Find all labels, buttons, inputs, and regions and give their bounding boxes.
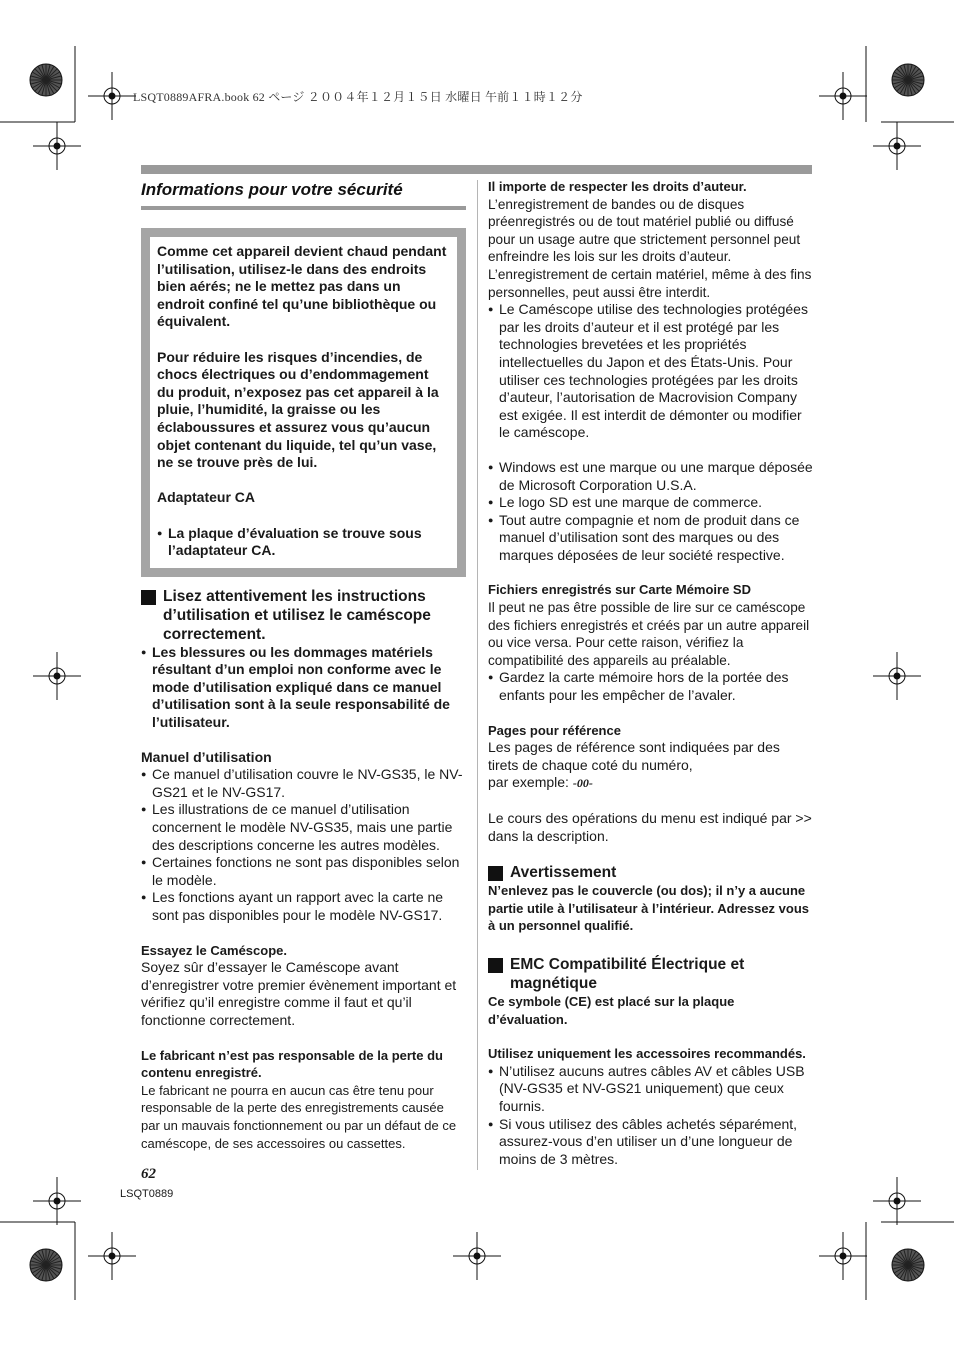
sd-files-title: Fichiers enregistrés sur Carte Mémoire SD: [488, 582, 751, 598]
try-title: Essayez le Caméscope.: [141, 942, 287, 958]
sd-files-bullet: ● Gardez la carte mémoire hors de la portée des enfants pour les empêcher de l’avaler.: [488, 669, 813, 704]
warning-heading: Avertissement: [488, 863, 813, 882]
reference-title: Pages pour référence: [488, 722, 621, 738]
adapter-bullet: ● La plaque d’évaluation se trouve sous l’adaptateur CA.: [157, 525, 449, 560]
top-band: [141, 165, 812, 174]
section-title: Informations pour votre sécurité: [141, 180, 466, 210]
reference-text: Les pages de référence sont indiquées par des tirets de chaque coté du numéro,: [488, 739, 780, 773]
reference-example-value: -00-: [572, 776, 593, 791]
warning-paragraph-fire: Pour réduire les risques d’incendies, de chocs électriques ou d’endommagement du produit, n’exposez pas cet appareil à la pluie, l’humidité, la graisse ou les éclaboussures et assurez vous qu’aucun objet contenant du liquide, tel qu’un vase, ne se trouve près de lui.: [157, 348, 439, 471]
left-column: [141, 178, 466, 1152]
right-column: [488, 178, 813, 1168]
warning-paragraph-heat: Comme cet appareil devient chaud pendant l’utilisation, utilisez-le dans des endroits bien aérés; ne le mettez pas dans un endroit confiné tel qu’une bibliothèque ou équivalent.: [157, 243, 447, 330]
read-instructions-heading: Lisez attentivement les instructions d’utilisation et utilisez le caméscope correctement.: [141, 587, 466, 644]
column-divider: [477, 180, 478, 1170]
copyright-bullet: ● Le Caméscope utilise des technologies protégées par les droits d’auteur et il est protégé par les technologies brevetées et les propriétés intellectuelles du Japon et des États-Unis. Pour utiliser ces technologies protégées par les droits d’auteur, l’autorisation de Macrovision Company est exigée. Il est interdit de démonter ou modifier le caméscope.: [488, 301, 813, 442]
emc-text: Ce symbole (CE) est placé sur la plaque d’évaluation.: [488, 993, 735, 1027]
copyright-title: Il importe de respecter les droits d’auteur.: [488, 179, 747, 194]
page-number: 62: [141, 1166, 156, 1182]
menu-text: Le cours des opérations du menu est indiqué par >> dans la description.: [488, 810, 812, 844]
manual-bullet: ● Les illustrations de ce manuel d’utilisation concernent le modèle NV-GS35, mais une partie des descriptions concerne les autres modèles.: [141, 801, 466, 854]
maker-title: Le fabricant n’est pas responsable de la perte du contenu enregistré.: [141, 1047, 443, 1081]
document-code: LSQT0889: [120, 1188, 174, 1200]
maker-text: Le fabricant ne pourra en aucun cas être tenu pour responsable de la perte des enregistrements causée par un mauvais fonctionnement ou par un défaut de ce caméscope, de ses accessoires ou cassettes.: [141, 1082, 457, 1151]
try-text: Soyez sûr d’essayer le Caméscope avant d’enregistrer votre premier évènement important et vérifiez qu’il enregistre comme il faut et qu’il fonctionne correctement.: [141, 959, 457, 1028]
sd-files-text: Il peut ne pas être possible de lire sur ce caméscope des fichiers enregistrés et créés par un autre appareil ou vice versa. Pour cette raison, vérifiez la compatibilité des appareils au préalable.: [488, 600, 810, 668]
trademark-bullet: ● Le logo SD est une marque de commerce.: [488, 494, 813, 512]
manual-bullet: ● Certaines fonctions ne sont pas disponibles selon le modèle.: [141, 854, 466, 889]
copyright-text: L’enregistrement de bandes ou de disques préenregistrés ou de tout matériel publié ou diffusé pour un usage autre que strictement personnel peut enfreindre les lois sur les droits d’auteur. L’enregistrement de certain matériel, même à des fins personnelles, peut aussi être interdit.: [488, 196, 812, 300]
trademark-bullet: ● Tout autre compagnie et nom de produit dans ce manuel d’utilisation sont des marques ou des marques déposées de leur société respective.: [488, 512, 813, 565]
trademark-bullet: ● Windows est une marque ou une marque déposée de Microsoft Corporation U.S.A.: [488, 459, 813, 494]
reference-example: par exemple: -00-: [488, 774, 593, 791]
liability-bullet: ● Les blessures ou les dommages matériels résultant d’un emploi non conforme avec le mode d’utilisation expliqué dans ce manuel d’utilisation sont à la seule responsabilité de l’utilisateur.: [141, 644, 466, 732]
safety-warning-box: [141, 228, 466, 577]
square-bullet-icon: [488, 866, 503, 881]
manual-bullet: ● Les fonctions ayant un rapport avec la carte ne sont pas disponibles pour le modèle NV-GS17.: [141, 889, 466, 924]
manual-title: Manuel d’utilisation: [141, 748, 272, 765]
emc-heading: EMC Compatibilité Électrique et magnétique: [488, 955, 813, 993]
adapter-title: Adaptateur CA: [157, 489, 256, 506]
square-bullet-icon: [141, 590, 156, 605]
accessories-bullet: ● N’utilisez aucuns autres câbles AV et câbles USB (NV-GS35 et NV-GS21 uniquement) que ceux fournis.: [488, 1063, 813, 1116]
file-info-header: LSQT0889AFRA.book 62 ページ ２００４年１２月１５日 水曜日 午前１１時１２分: [133, 90, 583, 104]
accessories-title: Utilisez uniquement les accessoires recommandés.: [488, 1046, 806, 1062]
manual-bullet: ● Ce manuel d’utilisation couvre le NV-GS35, le NV-GS21 et le NV-GS17.: [141, 766, 466, 801]
accessories-bullet: ● Si vous utilisez des câbles achetés séparément, assurez-vous d’en utiliser un d’une longueur de moins de 3 mètres.: [488, 1116, 813, 1169]
square-bullet-icon: [488, 958, 503, 973]
warning-text: N’enlevez pas le couvercle (ou dos); il n’y a aucune partie utile à l’utilisateur à l’intérieur. Adressez vous à un personnel qualifié.: [488, 883, 810, 934]
